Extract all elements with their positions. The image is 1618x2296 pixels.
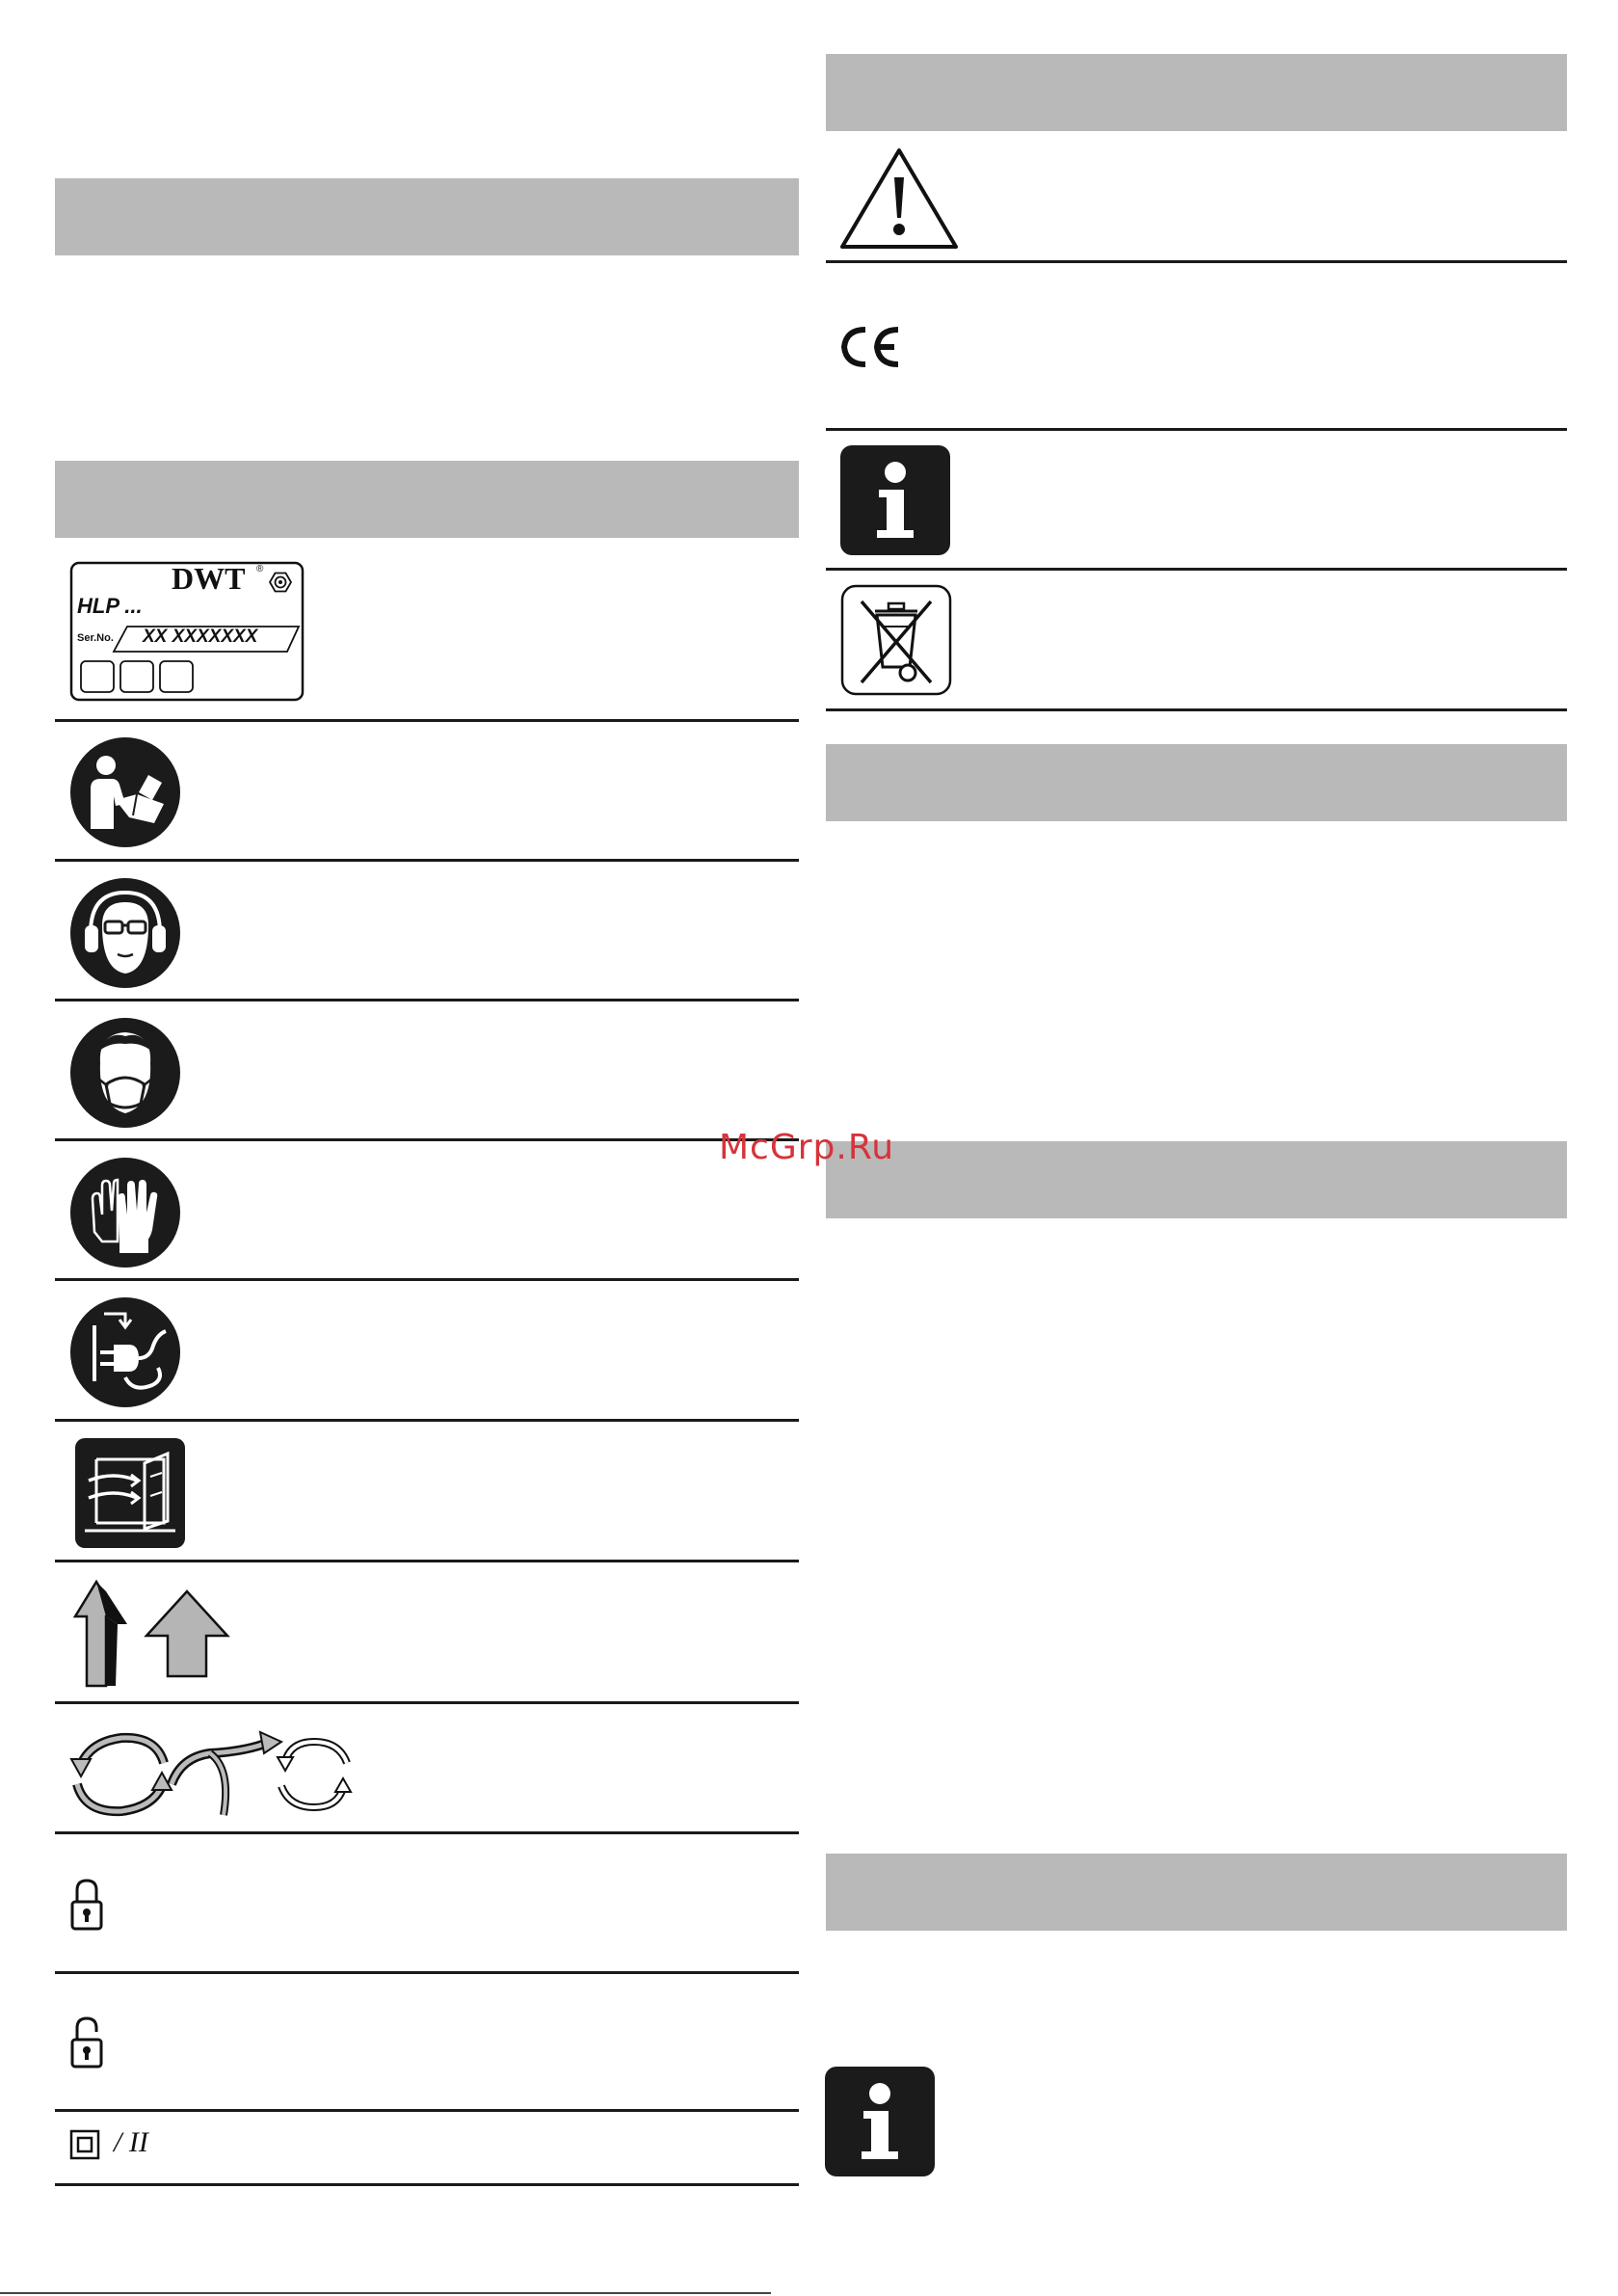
protection-class-icon — [69, 2129, 100, 2160]
divider — [55, 1278, 799, 1281]
dust-mask-icon — [69, 1017, 181, 1129]
info-icon — [825, 2067, 935, 2176]
read-manual-icon — [69, 736, 181, 848]
info-icon — [840, 445, 950, 555]
ventilation-window-icon — [75, 1438, 185, 1548]
rating-plate-registered: ® — [256, 564, 264, 574]
divider — [55, 2183, 799, 2186]
section-bar-left-1 — [55, 178, 799, 255]
divider — [55, 719, 799, 722]
divider — [826, 428, 1567, 431]
ear-eye-protection-icon — [69, 877, 181, 989]
divider — [826, 260, 1567, 263]
divider — [826, 708, 1567, 711]
ce-mark-icon — [838, 324, 904, 370]
watermark: McGrp.Ru — [719, 1128, 895, 1167]
lock-closed-icon — [69, 1877, 104, 1933]
rating-plate-model: HLP ... — [77, 594, 143, 618]
divider — [55, 1560, 799, 1562]
unplug-icon — [69, 1296, 181, 1408]
rating-plate-serial-label: Ser.No. — [77, 632, 114, 644]
section-bar-right-2 — [826, 744, 1567, 821]
rating-plate-serial-value: XX XXXXXXX — [143, 627, 258, 647]
divider — [55, 1419, 799, 1422]
protective-gloves-icon — [69, 1157, 181, 1268]
section-bar-left-2 — [55, 461, 799, 538]
page-bottom-edge — [0, 2292, 771, 2294]
rotation-arrows-icon — [67, 1730, 366, 1819]
divider — [55, 1831, 799, 1834]
divider — [55, 1701, 799, 1704]
warning-triangle-icon — [838, 145, 960, 251]
lock-open-icon — [69, 2015, 104, 2070]
divider — [826, 568, 1567, 571]
section-bar-right-1 — [826, 54, 1567, 131]
divider — [55, 999, 799, 1001]
up-arrows-icon — [67, 1578, 231, 1694]
divider — [55, 859, 799, 862]
rating-plate-brand: DWT — [172, 561, 246, 596]
section-bar-right-4 — [826, 1854, 1567, 1931]
weee-bin-icon — [840, 584, 952, 696]
divider — [55, 1138, 799, 1141]
section-bar-right-3 — [826, 1141, 1567, 1218]
protection-class-label: / II — [114, 2126, 148, 2158]
divider — [55, 2109, 799, 2112]
divider — [55, 1971, 799, 1974]
